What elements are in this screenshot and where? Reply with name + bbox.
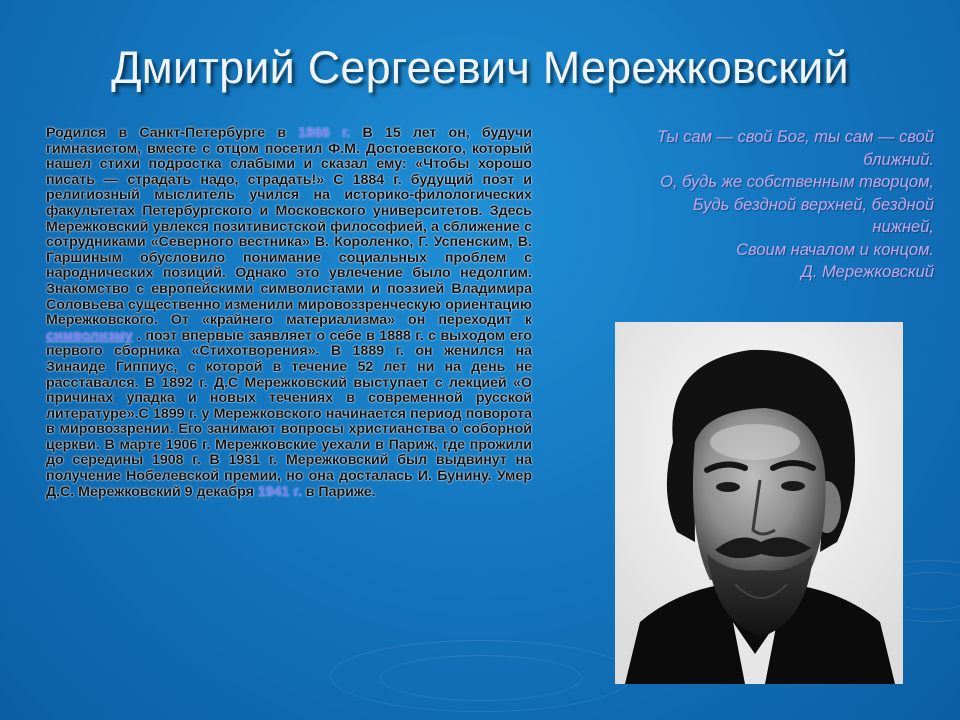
quote-line: Своим началом и концом. [736, 240, 934, 259]
biography-text [46, 126, 532, 500]
death-year-link[interactable]: 1941 г. [257, 483, 302, 500]
portrait-illustration [615, 322, 903, 684]
quote-line: нижней, [872, 218, 934, 236]
quote-author: Д. Мережковский [801, 263, 934, 281]
bio-part-2: В 15 лет он, будучи гимназистом, вместе с отцом посетил Ф.М. Достоевского, который нашел стихи подростка слабыми и сказал ему: «Чтобы хорошо писать — страдать надо, страдать!» С 1884 г. будущий поэт и религиозный мыслитель учился на историко-филологических факультетах Петербургского и Московского университетов. Здесь Мережковский увлекся позитивистской философией, а сближение с сотрудниками «Северного вестника» В. Короленко, Г. Успенским, В. Гаршиным обусловило понимание социальных проблем с народнических позиций. Однако это увлечение было недолгим. Знакомство с европейскими символистами и поэзией Владимира Соловьева существенно изменили мировоззренческую ориентацию Мережковского. От «крайнего материализма» он переходит к [46, 125, 533, 329]
quote-line: Будь бездной верхней, бездной [692, 195, 934, 214]
page-title: Дмитрий Сергеевич Мережковский [111, 42, 849, 93]
quote-line: Ты сам — свой Бог, ты сам — свой [656, 128, 934, 146]
symbolism-link[interactable]: символизму [46, 327, 133, 344]
bio-part-4: в Париже. [301, 483, 376, 500]
background-ripple [380, 655, 582, 701]
quote-line: О, будь же собственным творцом, [660, 173, 934, 191]
bio-part-3: . поэт впервые заявляет о себе в 1888 г. с выходом его первого сборника «Стихотворения». В 1889 г. он женился на Зинаиде Гиппиус, с которой в течение 52 лет ни на день не расставался. В 1892 г. Д.С Мережковский выступает с лекцией «О причинах упадка и новых течениях в современной русской литературе».С 1899 г. у Мережковского начинается период поворота в мировоззрении. Его занимают вопросы христианства о соборной церкви. В марте 1906 г. Мережковские уехали в Париж, где прожили до середины 1908 г. В 1931 г. Мережковский был выдвинут на получение Нобелевской премии, но она досталась И. Бунину. Умер Д.С. Мережковский 9 декабря [46, 327, 532, 500]
author-portrait [615, 322, 903, 684]
birth-year-link[interactable]: 1866 г. [298, 125, 351, 141]
poem-quote [554, 126, 934, 284]
bio-part-1: Родился в Санкт-Петербурге в [46, 125, 299, 141]
quote-line: ближний. [863, 150, 934, 169]
